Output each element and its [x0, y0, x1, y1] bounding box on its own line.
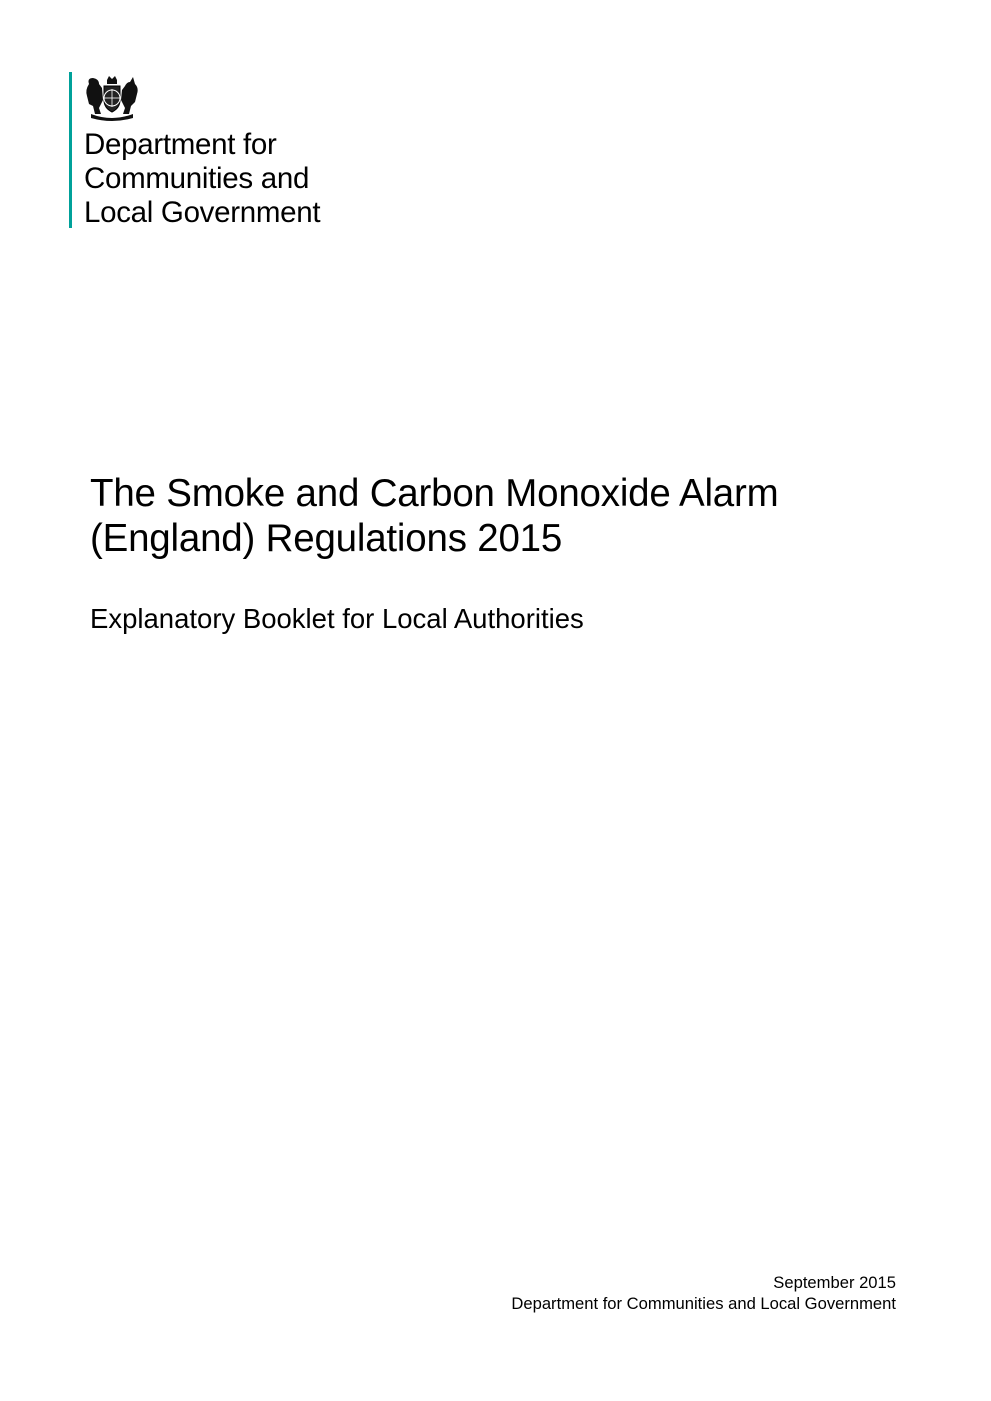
document-title-line: (England) Regulations 2015 — [90, 517, 563, 560]
document-title — [90, 471, 779, 561]
document-subtitle: Explanatory Booklet for Local Authorities — [90, 603, 584, 634]
department-name — [84, 128, 320, 230]
department-name-line: Communities and — [84, 162, 310, 195]
document-title-line: The Smoke and Carbon Monoxide Alarm — [90, 472, 779, 515]
publication-info — [511, 1272, 896, 1314]
royal-coat-of-arms-icon — [83, 74, 141, 122]
department-name-line: Local Government — [84, 196, 321, 229]
publication-date: September 2015 — [773, 1273, 896, 1292]
department-name-line: Department for — [84, 128, 277, 161]
department-logo — [69, 72, 369, 228]
publisher-name: Department for Communities and Local Government — [511, 1294, 896, 1313]
logo-accent-rule — [69, 72, 72, 228]
